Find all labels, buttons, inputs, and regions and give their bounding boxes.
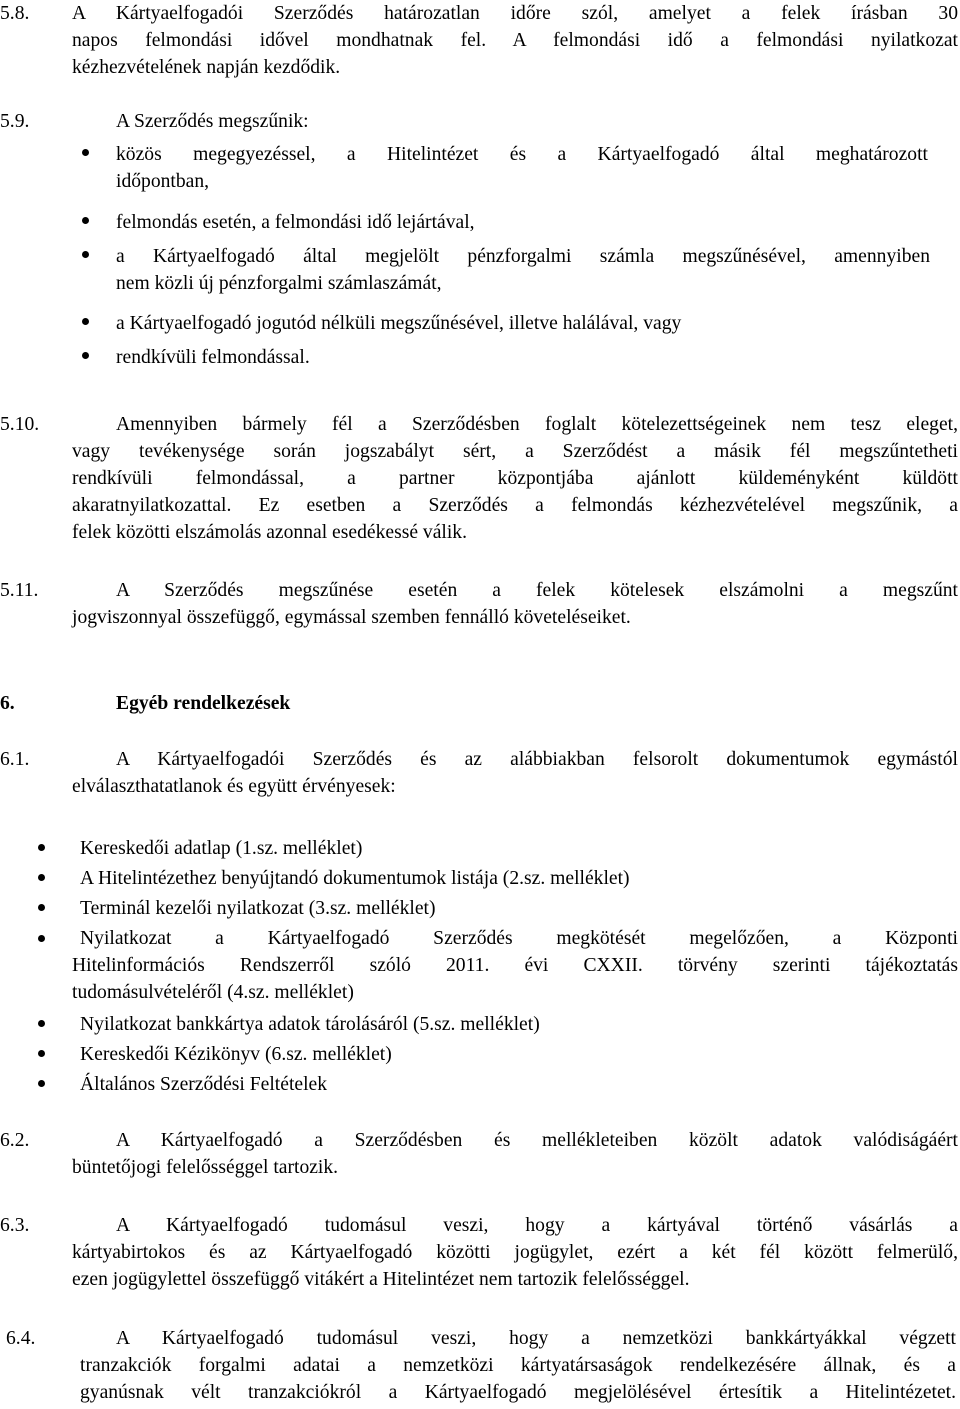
text-line: A Kártyaelfogadói Szerződés és az alábbiakban felsorolt dokumentumok egymástól	[116, 749, 958, 770]
text-line: Amennyiben bármely fél a Szerződésben foglalt kötelezettségeinek nem tesz eleget,	[116, 414, 958, 435]
list-item-text: a Kártyaelfogadó jogutód nélküli megszűnésével, illetve halálával, vagy	[116, 313, 682, 334]
section-number: 5.10.	[0, 414, 40, 435]
list-item-text: Hitelinformációs Rendszerről szóló 2011. évi CXXII. törvény szerinti tájékoztatás	[72, 955, 958, 976]
list-item-text: Terminál kezelői nyilatkozat (3.sz. melléklet)	[80, 898, 436, 919]
list-item-text: rendkívüli felmondással.	[116, 347, 310, 368]
section-number: 5.11.	[0, 580, 39, 601]
text-line: gyanúsnak vélt tranzakciókról a Kártyaelfogadó megjelölésével értesítik a Hitelintézetet.	[80, 1382, 956, 1403]
section-text	[72, 577, 958, 631]
section-intro: A Szerződés megszűnik:	[116, 111, 309, 132]
list-item-text: Nyilatkozat bankkártya adatok tárolásáról (5.sz. melléklet)	[80, 1014, 540, 1035]
section-6-2	[0, 1127, 958, 1181]
text-line: jogviszonnyal összefüggő, egymással szemben fennálló követeléseiket.	[72, 607, 631, 628]
section-6-title: Egyéb rendelkezések	[116, 693, 291, 714]
text-line: büntetőjogi felelősséggel tartozik.	[72, 1157, 339, 1178]
list-item-text: a Kártyaelfogadó által megjelölt pénzforgalmi számla megszűnésével, amennyiben	[116, 246, 930, 267]
section-number: 6.1.	[0, 749, 30, 770]
text-line: kártyabirtokos és az Kártyaelfogadó közötti jogügylet, ezért a két fél között felmerülő,	[72, 1242, 958, 1263]
section-text	[72, 411, 958, 546]
text-line: A Kártyaelfogadó tudomásul veszi, hogy a nemzetközi bankkártyákkal végzett	[116, 1328, 956, 1349]
list-item-text: Nyilatkozat a Kártyaelfogadó Szerződés megkötését megelőzően, a Központi	[80, 928, 958, 949]
text-line: A Szerződés megszűnése esetén a felek kötelesek elszámolni a megszűnt	[116, 580, 958, 601]
section-text	[80, 1325, 956, 1406]
list-item-text: felmondás esetén, a felmondási idő lejártával,	[116, 212, 475, 233]
section-6-number: 6.	[0, 693, 15, 714]
text-line: kézhezvételének napján kezdődik.	[72, 57, 341, 78]
text-line: A Kártyaelfogadó tudomásul veszi, hogy a kártyával történő vásárlás a	[116, 1215, 958, 1236]
list-item-text: Kereskedői adatlap (1.sz. melléklet)	[80, 838, 363, 859]
text-line: A Kártyaelfogadó a Szerződésben és mellékleteiben közölt adatok valódiságáért	[116, 1130, 958, 1151]
text-line: elválaszthatatlanok és együtt érvényesek:	[72, 776, 396, 797]
section-text	[72, 1212, 958, 1293]
section-5-10	[0, 411, 958, 546]
section-text	[72, 0, 958, 81]
text-line: rendkívüli felmondással, a partner központjába ajánlott küldeményként küldött	[72, 468, 958, 489]
text-line: ezen jogügylettel összefüggő vitákért a Hitelintézet nem tartozik felelősséggel.	[72, 1269, 690, 1290]
list-item-text: közös megegyezéssel, a Hitelintézet és a Kártyaelfogadó által meghatározott	[116, 144, 928, 165]
list-item-text: tudomásulvételéről (4.sz. melléklet)	[72, 982, 354, 1003]
section-number: 6.4.	[6, 1328, 36, 1349]
section-5-8	[0, 0, 958, 81]
text-line: A Kártyaelfogadói Szerződés határozatlan időre szól, amelyet a felek írásban 30	[72, 3, 958, 24]
section-number: 6.2.	[0, 1130, 30, 1151]
text-line: akaratnyilatkozattal. Ez esetben a Szerződés a felmondás kézhezvételével megszűnik, a	[72, 495, 958, 516]
section-6-1	[0, 746, 958, 800]
list-item-text: A Hitelintézethez benyújtandó dokumentumok listája (2.sz. melléklet)	[80, 868, 630, 889]
section-text	[72, 1127, 958, 1181]
text-line: napos felmondási idővel mondhatnak fel. A felmondási idő a felmondási nyilatkozat	[72, 30, 958, 51]
list-item-text: nem közli új pénzforgalmi számlaszámát,	[116, 273, 442, 294]
text-line: vagy tevékenysége során jogszabályt sért, a Szerződést a másik fél megszűntetheti	[72, 441, 958, 462]
section-6-4	[0, 1325, 958, 1406]
section-text	[72, 746, 958, 800]
section-6-3	[0, 1212, 958, 1293]
section-number: 5.8.	[0, 3, 30, 24]
section-5-11	[0, 577, 958, 631]
list-item-text: időpontban,	[116, 171, 210, 192]
text-line: felek közötti elszámolás azonnal esedékessé válik.	[72, 522, 467, 543]
section-number: 6.3.	[0, 1215, 30, 1236]
text-line: tranzakciók forgalmi adatai a nemzetközi kártyatársaságok rendelkezésére állnak, és a	[80, 1355, 956, 1376]
list-item-text: Kereskedői Kézikönyv (6.sz. melléklet)	[80, 1044, 392, 1065]
list-item-text: Általános Szerződési Feltételek	[80, 1074, 328, 1095]
section-number: 5.9.	[0, 111, 30, 132]
